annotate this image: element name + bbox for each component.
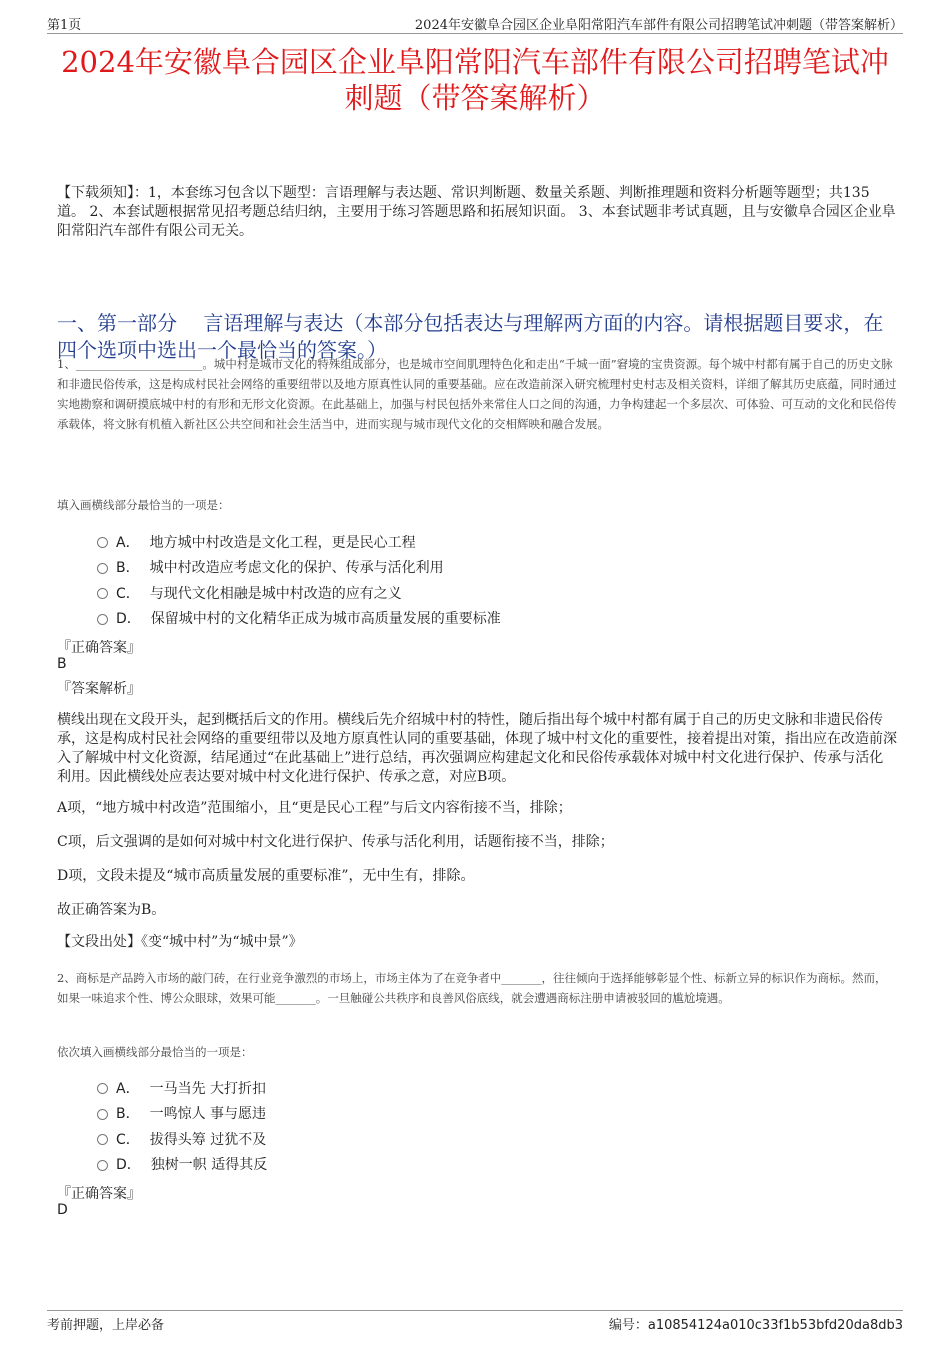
- option-d[interactable]: D． 保留城中村的文化精华正成为城市高质量发展的重要标准: [97, 606, 501, 632]
- analysis-option-d: D项，文段未提及“城市高质量发展的重要标准”，无中生有，排除。: [57, 868, 475, 884]
- question-2-prompt: 依次填入画横线部分最恰当的一项是：: [57, 1045, 253, 1059]
- footer-slogan: 考前押题，上岸必备: [47, 1318, 165, 1333]
- radio-icon[interactable]: [97, 588, 108, 599]
- answer-label: 『正确答案』: [57, 640, 141, 656]
- option-a[interactable]: A． 一马当先 大打折扣: [97, 1075, 267, 1101]
- question-1-text: 1、______________________。城中村是城市文化的特殊组成部分，也是城市空间肌理特色化和走出“千城一面”窘境的宝贵资源。每个城中村都有属于自己的历史文脉和非遗民俗传承，这是构成村民社会网络的重要纽带以及地方原真性认同的重要基础。应在改造前深入研究梳理村史村志及相关资料，详细了解其历史底蕴，同时通过实地勘察和调研摸底城中村的有形和无形文化资源。在此基础上，加强与村民包括外来常住人口之间的沟通，力争构建起一个多层次、可体验、可互动的文化和民俗传承载体，将文脉有机植入新社区公共空间和社会生活当中，进而实现与城市现代文化的交相辉映和融合发展。: [57, 357, 897, 431]
- analysis-paragraph: 横线出现在文段开头，起到概括后文的作用。横线后先介绍城中村的特性，随后指出每个城中村都有属于自己的历史文脉和非遗民俗传承，这是构成村民社会网络的重要纽带以及地方原真性认同的重要基础，体现了城中村文化的重要性，接着提出对策，指出应在改造前深入了解城中村文化资源，结尾通过“在此基础上”进行总结，再次强调应构建起文化和民俗传承载体对城中村文化进行保护、传承与活化利用。因此横线处应表达要对城中村文化进行保护、传承之意，对应B项。: [57, 712, 897, 785]
- option-b[interactable]: B． 城中村改造应考虑文化的保护、传承与活化利用: [97, 555, 501, 581]
- analysis-label: 『答案解析』: [57, 681, 141, 697]
- analysis-source: 【文段出处】《变“城中村”为“城中景”》: [57, 934, 303, 950]
- download-notice: 【下载须知】：1，本套练习包含以下题型：言语理解与表达题、常识判断题、数量关系题、判断推理题和资料分析题等题型；共135道。 2、本套试题根据常见招考题总结归纳，主要用于练习答题思路和拓展知识面。 3、本套试题非考试真题，且与安徽阜合园区企业阜阳常阳汽车部件有限公司无关。: [57, 185, 896, 239]
- question-2-options: [97, 1075, 267, 1177]
- answer-value: B: [57, 656, 67, 672]
- analysis-option-a: A项，“地方城中村改造”范围缩小，且“更是民心工程”与后文内容衔接不当，排除；: [57, 800, 572, 816]
- option-d[interactable]: D． 独树一帜 适得其反: [97, 1152, 267, 1178]
- header-divider: [47, 33, 903, 34]
- section-title: 一、第一部分 言语理解与表达（本部分包括表达与理解两方面的内容。请根据题目要求，在四个选项中选出一个最恰当的答案。）: [57, 311, 884, 362]
- question-2-text: 2、商标是产品跨入市场的敲门砖，在行业竞争激烈的市场上，市场主体为了在竞争者中_______，往往倾向于选择能够彰显个性、标新立异的标识作为商标。然而，如果一味追求个性、博公众眼球，效果可能_______。一旦触碰公共秩序和良善风俗底线，就会遭遇商标注册申请被驳回的尴尬境遇。: [57, 971, 887, 1005]
- question-1-options: [97, 529, 501, 631]
- question-1-prompt: 填入画横线部分最恰当的一项是：: [57, 498, 230, 512]
- page-number: 第1页: [47, 18, 82, 33]
- radio-icon[interactable]: [97, 1083, 108, 1094]
- radio-icon[interactable]: [97, 1109, 108, 1120]
- option-c[interactable]: C． 与现代文化相融是城中村改造的应有之义: [97, 580, 501, 606]
- radio-icon[interactable]: [97, 563, 108, 574]
- option-c[interactable]: C． 拔得头筹 过犹不及: [97, 1126, 267, 1152]
- analysis-conclusion: 故正确答案为B。: [57, 902, 166, 918]
- answer-label: 『正确答案』: [57, 1186, 141, 1202]
- document-title: 2024年安徽阜合园区企业阜阳常阳汽车部件有限公司招聘笔试冲刺题（带答案解析）: [61, 45, 889, 115]
- radio-icon[interactable]: [97, 537, 108, 548]
- option-b[interactable]: B． 一鸣惊人 事与愿违: [97, 1101, 267, 1127]
- page-header: [47, 14, 903, 34]
- radio-icon[interactable]: [97, 614, 108, 625]
- header-doc-title: 2024年安徽阜合园区企业阜阳常阳汽车部件有限公司招聘笔试冲刺题（带答案解析）: [414, 18, 903, 33]
- radio-icon[interactable]: [97, 1134, 108, 1145]
- answer-value: D: [57, 1202, 68, 1218]
- radio-icon[interactable]: [97, 1160, 108, 1171]
- option-a[interactable]: A． 地方城中村改造是文化工程，更是民心工程: [97, 529, 501, 555]
- footer-code: 编号：a10854124a010c33f1b53bfd20da8db3: [608, 1318, 903, 1333]
- analysis-option-c: C项，后文强调的是如何对城中村文化进行保护、传承与活化利用，话题衔接不当，排除；: [57, 834, 614, 850]
- footer-divider: [47, 1310, 903, 1311]
